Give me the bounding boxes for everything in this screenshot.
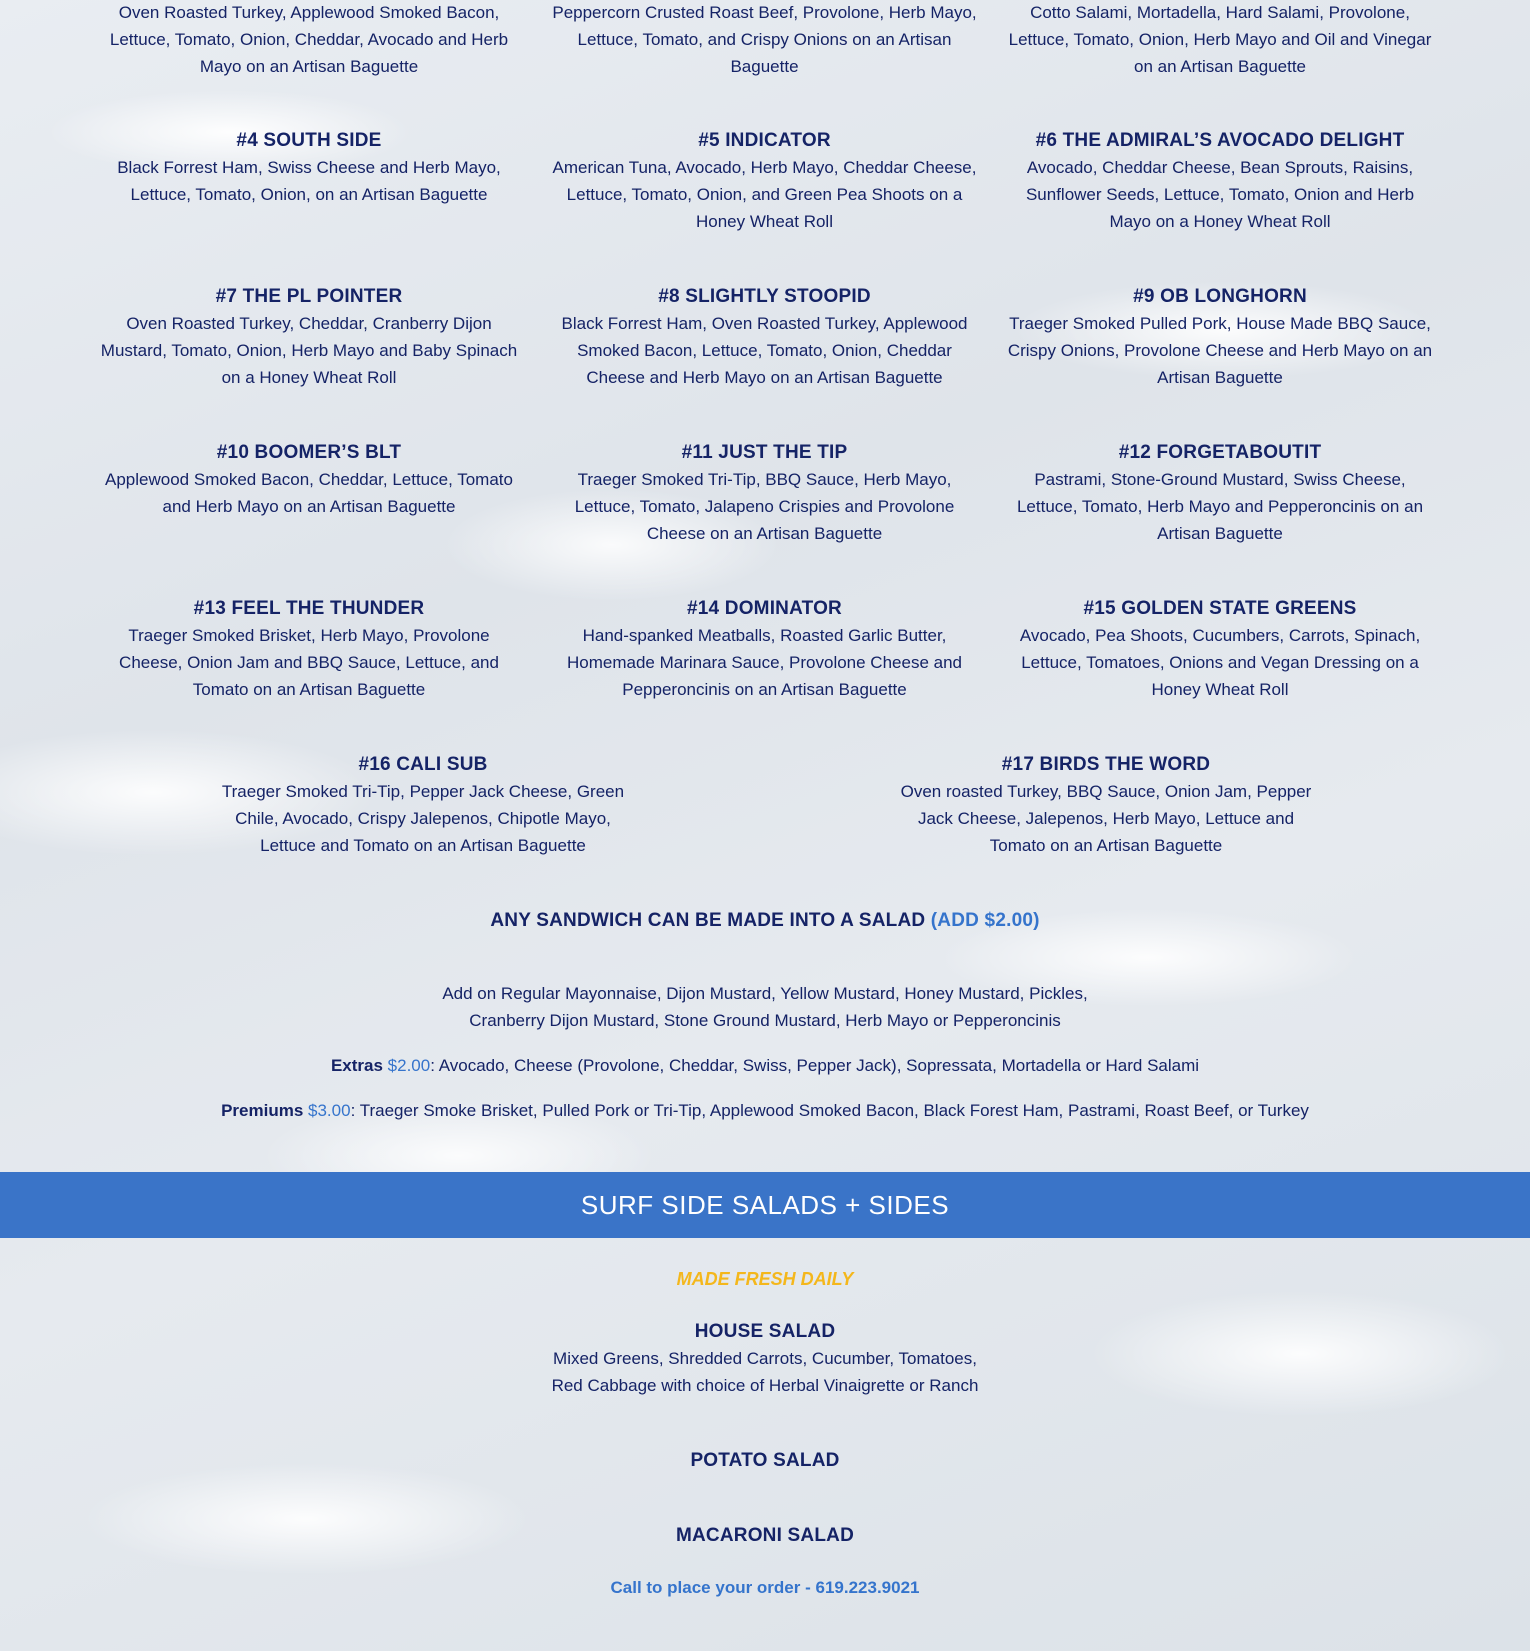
menu-item-9 [1005, 283, 1435, 391]
extras-price: $2.00 [387, 1056, 431, 1075]
menu-item-description: Oven Roasted Turkey, Applewood Smoked Bacon, Lettuce, Tomato, Onion, Cheddar, Avocado and Herb Mayo on an Artisan Baguette [109, 3, 509, 76]
premiums-text: : Traeger Smoke Brisket, Pulled Pork or Tri-Tip, Applewood Smoked Bacon, Black Forest Ham, Pastrami, Roast Beef, or Turkey [350, 1101, 1309, 1120]
menu-item-title: #14 DOMINATOR [687, 598, 842, 619]
menu-item-description: Oven Roasted Turkey, Cheddar, Cranberry Dijon Mustard, Tomato, Onion, Herb Mayo and Baby Spinach on a Honey Wheat Roll [100, 314, 518, 387]
call-to-order-link[interactable]: Call to place your order - 619.223.9021 [610, 1578, 920, 1597]
premiums-price: $3.00 [308, 1101, 351, 1120]
menu-item-title: #13 FEEL THE THUNDER [193, 598, 425, 619]
salad-note-price: (ADD $2.00) [930, 910, 1040, 931]
menu-item-title: #4 SOUTH SIDE [236, 130, 382, 151]
menu-item-partial-3 [1005, 0, 1435, 80]
menu-item-partial-2 [550, 0, 979, 80]
menu-item-title: #7 THE PL POINTER [215, 286, 403, 307]
menu-item-partial-1 [95, 0, 523, 80]
menu-item-description: Hand-spanked Meatballs, Roasted Garlic Butter, Homemade Marinara Sauce, Provolone Cheese and Pepperoncinis on an Artisan Baguette [566, 626, 962, 699]
menu-item-title: #12 FORGETABOUTIT [1118, 442, 1322, 463]
menu-item-description: Avocado, Cheddar Cheese, Bean Sprouts, Raisins, Sunflower Seeds, Lettuce, Tomato, Onion and Herb Mayo on a Honey Wheat Roll [1025, 158, 1415, 231]
addons-line: Add on Regular Mayonnaise, Dijon Mustard, Yellow Mustard, Honey Mustard, Pickles, [442, 984, 1088, 1003]
menu-item-description: Traeger Smoked Tri-Tip, Pepper Jack Cheese, Green Chile, Avocado, Crispy Jalepenos, Chipotle Mayo, Lettuce and Tomato on an Artisan Baguette [221, 782, 625, 855]
side-item-macaroni-salad: MACARONI SALAD [675, 1525, 854, 1546]
menu-item-title: #9 OB LONGHORN [1133, 286, 1307, 307]
menu-item-description: Traeger Smoked Pulled Pork, House Made BBQ Sauce, Crispy Onions, Provolone Cheese and Herb Mayo on an Artisan Baguette [1007, 314, 1433, 387]
menu-item-7 [95, 283, 523, 391]
section-banner-salads-sides: SURF SIDE SALADS + SIDES [0, 1172, 1530, 1238]
menu-item-title: #8 SLIGHTLY STOOPID [658, 286, 871, 307]
salad-note-text: ANY SANDWICH CAN BE MADE INTO A SALAD [490, 910, 926, 931]
menu-item-8 [550, 283, 979, 391]
side-item-description: Mixed Greens, Shredded Carrots, Cucumber, Tomatoes, [553, 1349, 977, 1368]
menu-item-title: #6 THE ADMIRAL’S AVOCADO DELIGHT [1035, 130, 1405, 151]
menu-item-description: Applewood Smoked Bacon, Cheddar, Lettuce, Tomato and Herb Mayo on an Artisan Baguette [105, 470, 513, 516]
menu-item-10 [95, 439, 523, 520]
menu-item-17 [891, 751, 1321, 859]
menu-item-description: Pastrami, Stone-Ground Mustard, Swiss Cheese, Lettuce, Tomato, Herb Mayo and Pepperoncinis on an Artisan Baguette [1016, 470, 1424, 543]
addons-note [0, 980, 1530, 1034]
menu-item-description: Traeger Smoked Tri-Tip, BBQ Sauce, Herb Mayo, Lettuce, Tomato, Jalapeno Crispies and Provolone Cheese on an Artisan Baguette [574, 470, 955, 543]
menu-item-12 [1005, 439, 1435, 547]
menu-item-title: #5 INDICATOR [698, 130, 831, 151]
menu-item-description: Oven roasted Turkey, BBQ Sauce, Onion Jam, Pepper Jack Cheese, Jalepenos, Herb Mayo, Lettuce and Tomato on an Artisan Baguette [900, 782, 1312, 855]
extras-note [0, 1052, 1530, 1079]
made-fresh-daily-label: MADE FRESH DAILY [676, 1269, 854, 1289]
menu-item-16 [208, 751, 638, 859]
menu-item-title: #16 CALI SUB [358, 754, 488, 775]
menu-item-6 [1005, 127, 1435, 235]
addons-line: Cranberry Dijon Mustard, Stone Ground Mustard, Herb Mayo or Pepperoncinis [469, 1011, 1061, 1030]
menu-item-description: Black Forrest Ham, Oven Roasted Turkey, Applewood Smoked Bacon, Lettuce, Tomato, Onion, Cheddar Cheese and Herb Mayo on an Artisan Baguette [561, 314, 968, 387]
menu-item-title: #10 BOOMER’S BLT [216, 442, 402, 463]
menu-item-description: American Tuna, Avocado, Herb Mayo, Cheddar Cheese, Lettuce, Tomato, Onion, and Green Pea Shoots on a Honey Wheat Roll [552, 158, 977, 231]
menu-item-5 [550, 127, 979, 235]
menu-item-description: Traeger Smoked Brisket, Herb Mayo, Provolone Cheese, Onion Jam and BBQ Sauce, Lettuce, and Tomato on an Artisan Baguette [119, 626, 499, 699]
menu-item-title: #17 BIRDS THE WORD [1001, 754, 1211, 775]
side-item-house-salad [0, 1318, 1530, 1399]
extras-label: Extras [330, 1056, 383, 1075]
premiums-label: Premiums [221, 1101, 304, 1120]
menu-item-description: Peppercorn Crusted Roast Beef, Provolone, Herb Mayo, Lettuce, Tomato, and Crispy Onions on an Artisan Baguette [552, 3, 977, 76]
side-item-potato-salad: POTATO SALAD [690, 1450, 840, 1471]
menu-item-description: Avocado, Pea Shoots, Cucumbers, Carrots, Spinach, Lettuce, Tomatoes, Onions and Vegan Dressing on a Honey Wheat Roll [1019, 626, 1421, 699]
salad-conversion-note [0, 907, 1530, 934]
menu-item-11 [550, 439, 979, 547]
menu-item-15 [1005, 595, 1435, 703]
menu-item-title: #11 JUST THE TIP [681, 442, 848, 463]
menu-item-4 [95, 127, 523, 208]
premiums-note [0, 1097, 1530, 1124]
side-item-description: Red Cabbage with choice of Herbal Vinaigrette or Ranch [551, 1376, 979, 1395]
menu-item-title: #15 GOLDEN STATE GREENS [1083, 598, 1357, 619]
side-item-title: HOUSE SALAD [694, 1321, 836, 1342]
extras-text: : Avocado, Cheese (Provolone, Cheddar, Swiss, Pepper Jack), Sopressata, Mortadella or Hard Salami [430, 1056, 1200, 1075]
menu-item-14 [550, 595, 979, 703]
menu-item-13 [95, 595, 523, 703]
menu-item-description: Black Forrest Ham, Swiss Cheese and Herb Mayo, Lettuce, Tomato, Onion, on an Artisan Baguette [117, 158, 501, 204]
menu-item-description: Cotto Salami, Mortadella, Hard Salami, Provolone, Lettuce, Tomato, Onion, Herb Mayo and Oil and Vinegar on an Artisan Baguette [1008, 3, 1432, 76]
